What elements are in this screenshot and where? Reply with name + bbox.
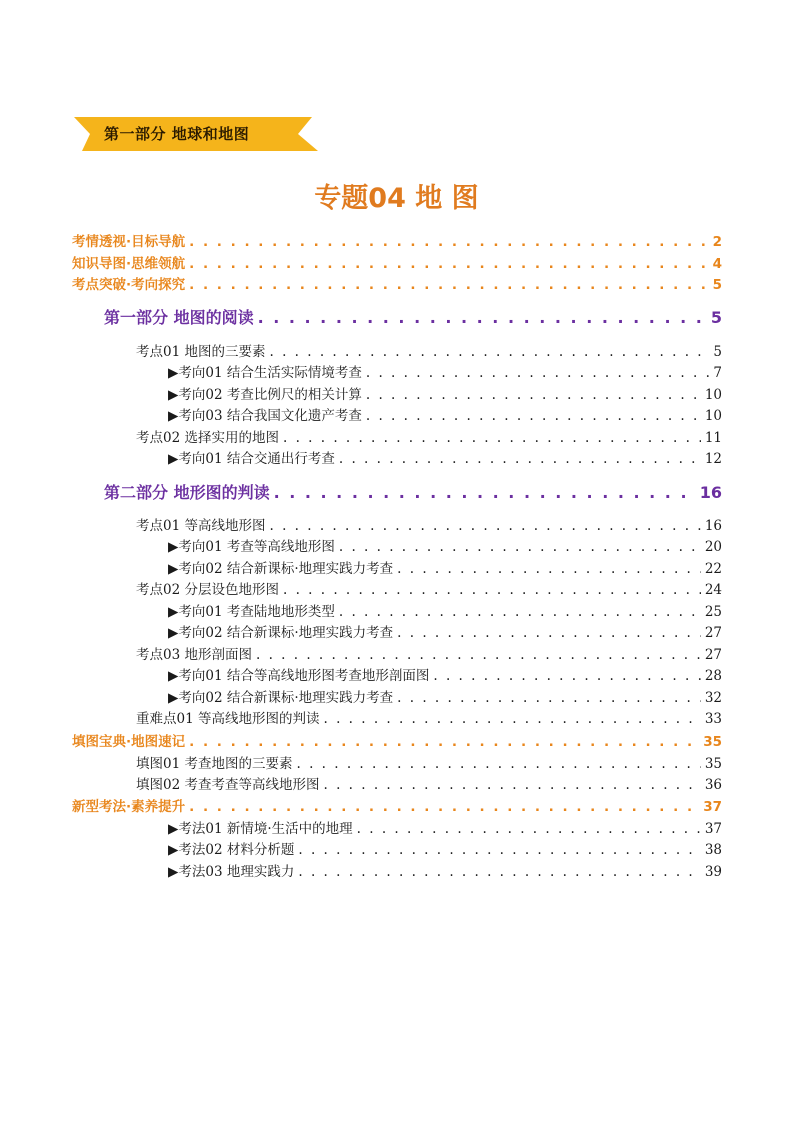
toc-entry-label: 考点01 地图的三要素 xyxy=(136,344,266,360)
toc-leader-dots xyxy=(269,344,709,360)
toc-leader-dots xyxy=(258,308,707,327)
toc-entry-label: 填图01 考查地图的三要素 xyxy=(136,756,293,772)
toc-entry-page: 35 xyxy=(704,756,722,772)
toc-entry-label: 考情透视·目标导航 xyxy=(72,234,186,250)
toc-entry[interactable] xyxy=(136,707,722,727)
toc-entry[interactable] xyxy=(168,860,722,880)
toc-entry-page: 37 xyxy=(704,821,722,837)
toc-entry-page: 16 xyxy=(699,483,722,502)
toc-entry[interactable] xyxy=(136,643,722,663)
toc-entry-page: 10 xyxy=(704,408,722,424)
toc-entry-label: 新型考法·素养提升 xyxy=(72,799,186,815)
toc-entry-page: 27 xyxy=(704,647,722,663)
toc-leader-dots xyxy=(397,625,701,641)
toc-leader-dots xyxy=(366,387,701,403)
toc-entry-page: 39 xyxy=(704,864,722,880)
toc-entry[interactable] xyxy=(72,230,722,250)
toc-leader-dots xyxy=(189,256,708,272)
toc-entry-label: 考点突破·考向探究 xyxy=(72,277,186,293)
toc-leader-dots xyxy=(256,647,701,663)
toc-entry-page: 33 xyxy=(704,711,722,727)
toc-entry[interactable] xyxy=(168,557,722,577)
toc-leader-dots xyxy=(269,518,700,534)
banner-label: 第一部分 地球和地图 xyxy=(104,125,250,143)
toc-leader-dots xyxy=(323,711,700,727)
toc-entry-page: 5 xyxy=(712,277,722,293)
toc-entry-label: 第一部分 地图的阅读 xyxy=(104,308,254,327)
toc-leader-dots xyxy=(339,539,701,555)
toc-entry-page: 11 xyxy=(704,430,722,446)
toc-entry[interactable] xyxy=(136,773,722,793)
toc-entry[interactable] xyxy=(72,730,722,750)
toc-entry-label: 重难点01 等高线地形图的判读 xyxy=(136,711,320,727)
toc-leader-dots xyxy=(189,277,708,293)
toc-entry-page: 22 xyxy=(704,561,722,577)
toc-entry-label: 知识导图·思维领航 xyxy=(72,256,186,272)
toc-entry-page: 5 xyxy=(710,308,722,327)
toc-leader-dots xyxy=(357,821,701,837)
section-banner xyxy=(72,114,322,154)
toc-entry[interactable] xyxy=(72,795,722,815)
toc-entry-label: ▶考向02 结合新课标·地理实践力考查 xyxy=(168,625,394,641)
toc-leader-dots xyxy=(298,864,700,880)
toc-leader-dots xyxy=(283,582,701,598)
toc-leader-dots xyxy=(189,799,699,815)
toc-entry-page: 32 xyxy=(704,690,722,706)
toc-entry-page: 5 xyxy=(713,344,722,360)
toc-entry-label: ▶考向01 结合生活实际情境考查 xyxy=(168,365,362,381)
toc-entry-page: 10 xyxy=(704,387,722,403)
toc-leader-dots xyxy=(366,365,710,381)
page-title: 专题04 地 图 xyxy=(314,183,479,214)
toc-entry-label: 第二部分 地形图的判读 xyxy=(104,483,270,502)
toc-leader-dots xyxy=(397,561,701,577)
toc-entry[interactable] xyxy=(168,361,722,381)
toc-leader-dots xyxy=(366,408,701,424)
toc-entry-page: 28 xyxy=(704,668,722,684)
toc-entry[interactable] xyxy=(136,514,722,534)
toc-entry[interactable] xyxy=(72,252,722,272)
toc-entry-label: ▶考向01 结合等高线地形图考查地形剖面图 xyxy=(168,668,430,684)
toc-entry[interactable] xyxy=(136,578,722,598)
toc-entry-label: ▶考向02 结合新课标·地理实践力考查 xyxy=(168,690,394,706)
toc-entry[interactable] xyxy=(104,305,722,328)
toc-entry-label: 考点02 选择实用的地图 xyxy=(136,430,279,446)
toc-entry-label: ▶考向02 考查比例尺的相关计算 xyxy=(168,387,362,403)
toc-entry[interactable] xyxy=(136,340,722,360)
toc-entry-page: 4 xyxy=(712,256,722,272)
toc-entry-page: 24 xyxy=(704,582,722,598)
toc-leader-dots xyxy=(339,451,701,467)
toc-entry[interactable] xyxy=(104,480,722,503)
toc-entry-page: 38 xyxy=(704,842,722,858)
toc-leader-dots xyxy=(296,756,700,772)
toc-entry-label: ▶考向01 考查等高线地形图 xyxy=(168,539,335,555)
toc-entry-page: 25 xyxy=(704,604,722,620)
toc-entry-page: 35 xyxy=(703,734,722,750)
toc-entry[interactable] xyxy=(72,273,722,293)
toc-leader-dots xyxy=(397,690,701,706)
toc-entry-label: 填图宝典·地图速记 xyxy=(72,734,186,750)
toc-entry-label: 考点02 分层设色地形图 xyxy=(136,582,279,598)
toc-entry-label: ▶考法01 新情境·生活中的地理 xyxy=(168,821,353,837)
toc-entry-page: 16 xyxy=(704,518,722,534)
toc-leader-dots xyxy=(189,734,699,750)
toc-entry[interactable] xyxy=(136,426,722,446)
toc-entry-label: ▶考向03 结合我国文化遗产考查 xyxy=(168,408,362,424)
toc-entry[interactable] xyxy=(168,600,722,620)
toc-entry[interactable] xyxy=(168,447,722,467)
toc-entry[interactable] xyxy=(168,838,722,858)
toc-entry[interactable] xyxy=(168,621,722,641)
toc-entry-label: ▶考法03 地理实践力 xyxy=(168,864,295,880)
toc-entry-page: 2 xyxy=(712,234,722,250)
toc-entry-page: 20 xyxy=(704,539,722,555)
toc-entry-label: ▶考向01 考查陆地地形类型 xyxy=(168,604,335,620)
toc-entry-page: 36 xyxy=(704,777,722,793)
toc-entry[interactable] xyxy=(136,752,722,772)
toc-leader-dots xyxy=(298,842,700,858)
toc-leader-dots xyxy=(339,604,701,620)
toc-entry[interactable] xyxy=(168,535,722,555)
toc-entry[interactable] xyxy=(168,404,722,424)
toc-entry-page: 7 xyxy=(713,365,722,381)
toc-leader-dots xyxy=(274,483,696,502)
toc-entry[interactable] xyxy=(168,383,722,403)
toc-entry-label: 考点03 地形剖面图 xyxy=(136,647,252,663)
toc-entry-label: ▶考向02 结合新课标·地理实践力考查 xyxy=(168,561,394,577)
toc-entry[interactable] xyxy=(168,817,722,837)
toc-entry[interactable] xyxy=(168,686,722,706)
toc-entry-label: ▶考向01 结合交通出行考查 xyxy=(168,451,335,467)
toc-leader-dots xyxy=(433,668,700,684)
toc-leader-dots xyxy=(323,777,700,793)
toc-entry[interactable] xyxy=(168,664,722,684)
toc-entry-label: ▶考法02 材料分析题 xyxy=(168,842,295,858)
toc-leader-dots xyxy=(283,430,701,446)
toc-entry-page: 37 xyxy=(703,799,722,815)
toc-entry-page: 27 xyxy=(704,625,722,641)
toc-entry-label: 考点01 等高线地形图 xyxy=(136,518,266,534)
toc-entry-page: 12 xyxy=(704,451,722,467)
toc-leader-dots xyxy=(189,234,708,250)
toc-entry-label: 填图02 考查考查等高线地形图 xyxy=(136,777,320,793)
